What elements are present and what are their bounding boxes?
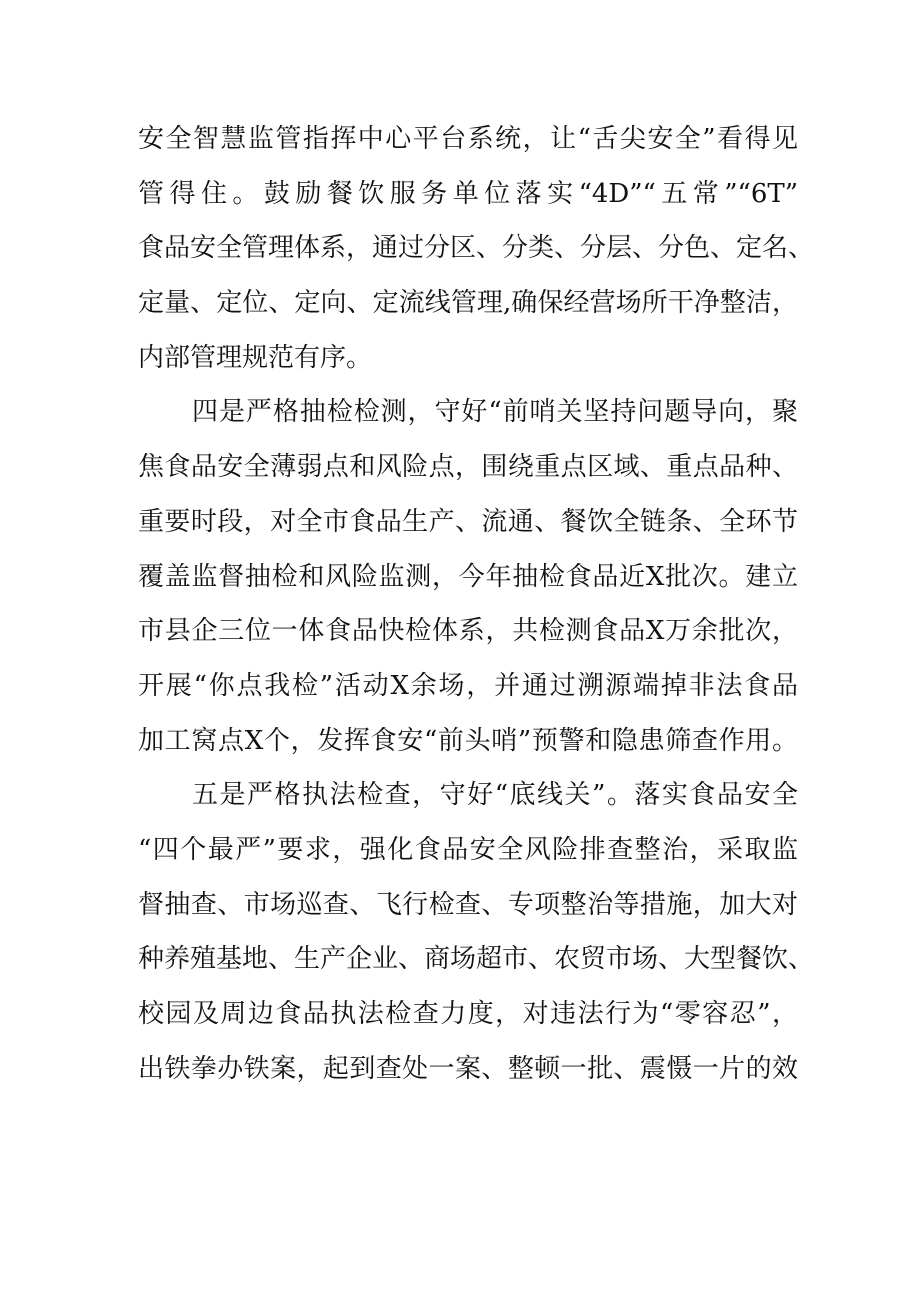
text-line: 焦食品安全薄弱点和风险点，围绕重点区域、重点品种、 bbox=[138, 452, 798, 483]
text-line: 开展“你点我检”活动X余场，并通过溯源端掉非法食品 bbox=[138, 670, 798, 701]
text-line: 安全智慧监管指挥中心平台系统，让“舌尖安全”看得见 bbox=[138, 124, 798, 154]
text-line: 定量、定位、定向、定流线管理,确保经营场所干净整洁， bbox=[138, 288, 798, 319]
text-line: 种养殖基地、生产企业、商场超市、农贸市场、大型餐饮、 bbox=[138, 944, 815, 975]
text-line: 食品安全管理体系，通过分区、分类、分层、分色、定名、 bbox=[138, 233, 815, 264]
text-line: 校园及周边食品执法检查力度，对违法行为“零容忍”， bbox=[138, 999, 798, 1029]
text-line: 管得住。鼓励餐饮服务单位落实“4D”“五常”“6T” bbox=[138, 178, 798, 209]
text-line: 市县企三位一体食品快检体系，共检测食品X万余批次， bbox=[138, 616, 798, 647]
text-line: “四个最严”要求，强化食品安全风险排查整治，采取监 bbox=[138, 834, 798, 865]
body-text bbox=[138, 112, 815, 1096]
text-line: 督抽查、市场巡查、飞行检查、专项整治等措施，加大对 bbox=[138, 889, 798, 920]
text-line: 重要时段，对全市食品生产、流通、餐饮全链条、全环节 bbox=[138, 506, 798, 537]
text-line: 内部管理规范有序。 bbox=[138, 342, 373, 373]
paragraph-start-line: 四是严格抽检检测，守好“前哨关坚持问题导向，聚 bbox=[192, 397, 798, 428]
text-line: 加工窝点X个，发挥食安“前头哨”预警和隐患筛查作用。 bbox=[138, 725, 798, 756]
text-line: 出铁拳办铁案，起到查处一案、整顿一批、震慑一片的效 bbox=[138, 1053, 798, 1084]
text-line: 覆盖监督抽检和风险监测，今年抽检食品近X批次。建立 bbox=[138, 561, 798, 592]
paragraph-start-line: 五是严格执法检查，守好“底线关”。落实食品安全 bbox=[192, 780, 798, 811]
